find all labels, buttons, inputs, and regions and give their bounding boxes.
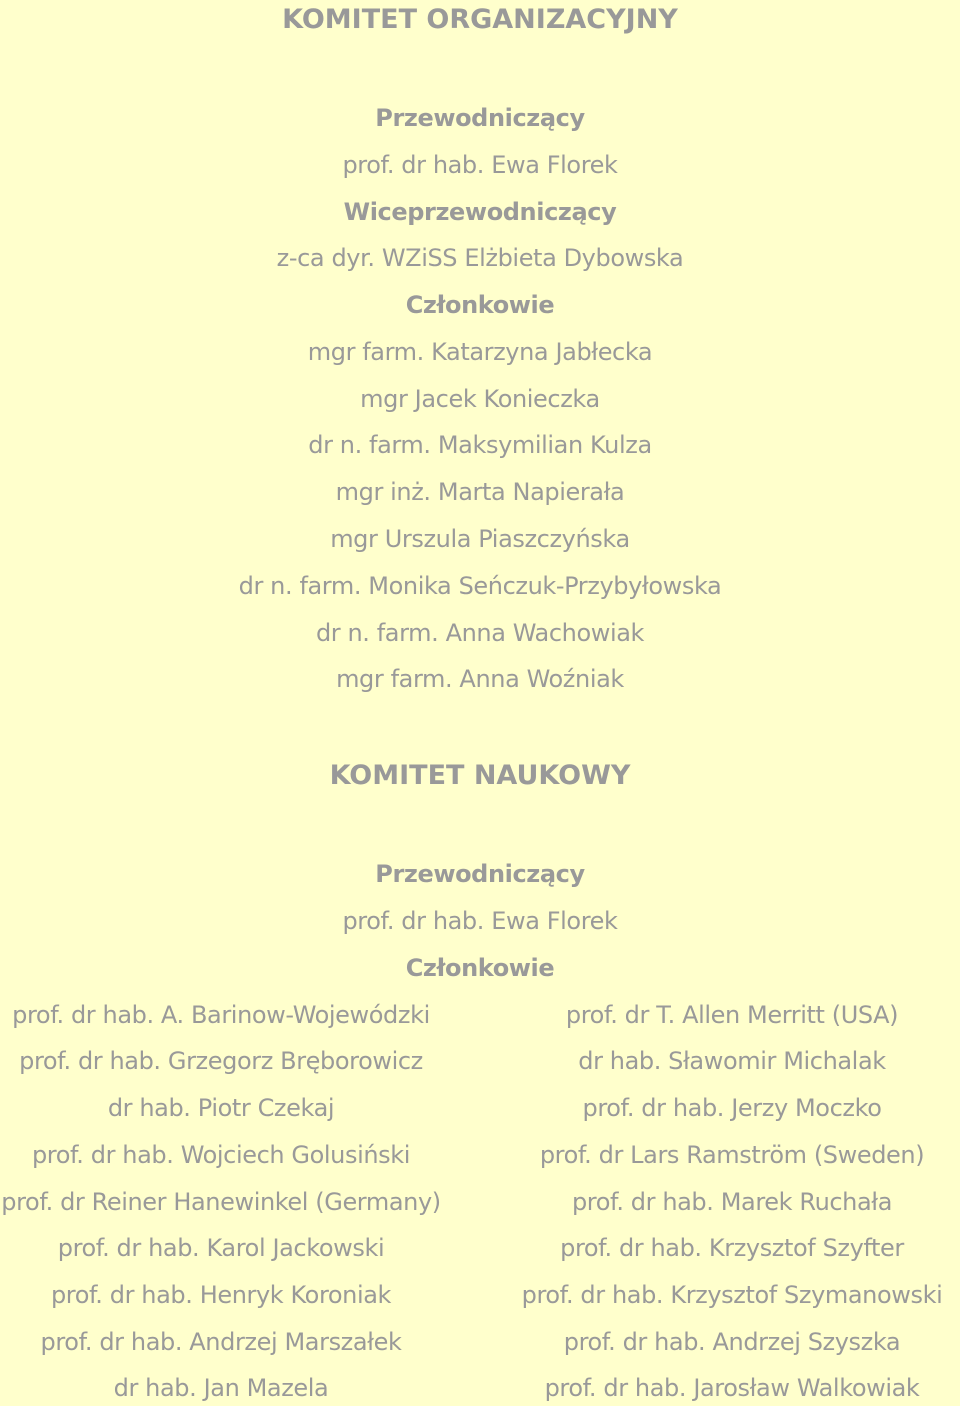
organizing-member: mgr inż. Marta Napierała bbox=[335, 478, 625, 506]
organizing-chair-name: prof. dr hab. Ewa Florek bbox=[342, 151, 618, 179]
scientific-member-left: prof. dr hab. A. Barinow-Wojewódzki bbox=[12, 1001, 430, 1029]
scientific-member-left: prof. dr hab. Wojciech Golusiński bbox=[31, 1141, 411, 1169]
scientific-member-right: prof. dr hab. Marek Ruchała bbox=[571, 1188, 893, 1216]
scientific-member-left: prof. dr Reiner Hanewinkel (Germany) bbox=[1, 1188, 441, 1216]
organizing-member: mgr farm. Anna Woźniak bbox=[336, 665, 624, 693]
scientific-member-right: prof. dr T. Allen Merritt (USA) bbox=[565, 1001, 899, 1029]
scientific-member-right: prof. dr hab. Jerzy Moczko bbox=[582, 1094, 882, 1122]
scientific-member-left: prof. dr hab. Andrzej Marszałek bbox=[40, 1328, 402, 1356]
scientific-member-left: prof. dr hab. Henryk Koroniak bbox=[50, 1281, 392, 1309]
scientific-member-right: prof. dr hab. Andrzej Szyszka bbox=[563, 1328, 901, 1356]
organizing-member: mgr Jacek Konieczka bbox=[360, 385, 600, 413]
scientific-member-right: dr hab. Sławomir Michalak bbox=[578, 1047, 886, 1075]
organizing-vice-name: z-ca dyr. WZiSS Elżbieta Dybowska bbox=[276, 244, 684, 272]
scientific-committee-title: KOMITET NAUKOWY bbox=[329, 760, 631, 791]
organizing-committee-title: KOMITET ORGANIZACYJNY bbox=[282, 4, 678, 35]
scientific-member-right: prof. dr Lars Ramström (Sweden) bbox=[539, 1141, 925, 1169]
organizing-member: mgr farm. Katarzyna Jabłecka bbox=[307, 338, 653, 366]
scientific-member-left: prof. dr hab. Grzegorz Bręborowicz bbox=[19, 1047, 423, 1075]
organizing-member: dr n. farm. Monika Seńczuk-Przybyłowska bbox=[238, 572, 722, 600]
scientific-member-left: dr hab. Jan Mazela bbox=[113, 1374, 329, 1402]
scientific-member-right: prof. dr hab. Jarosław Walkowiak bbox=[544, 1374, 920, 1402]
scientific-member-left: prof. dr hab. Karol Jackowski bbox=[57, 1234, 385, 1262]
scientific-members-heading: Członkowie bbox=[405, 954, 555, 982]
organizing-vice-heading: Wiceprzewodniczący bbox=[343, 198, 617, 226]
organizing-members-heading: Członkowie bbox=[405, 291, 555, 319]
organizing-chair-heading: Przewodniczący bbox=[375, 104, 585, 132]
organizing-member: dr n. farm. Maksymilian Kulza bbox=[308, 431, 652, 459]
organizing-member: dr n. farm. Anna Wachowiak bbox=[315, 619, 645, 647]
scientific-chair-name: prof. dr hab. Ewa Florek bbox=[342, 907, 618, 935]
scientific-member-left: dr hab. Piotr Czekaj bbox=[107, 1094, 335, 1122]
scientific-chair-heading: Przewodniczący bbox=[375, 860, 585, 888]
scientific-member-right: prof. dr hab. Krzysztof Szyfter bbox=[560, 1234, 904, 1262]
organizing-member: mgr Urszula Piaszczyńska bbox=[330, 525, 630, 553]
scientific-member-right: prof. dr hab. Krzysztof Szymanowski bbox=[521, 1281, 943, 1309]
